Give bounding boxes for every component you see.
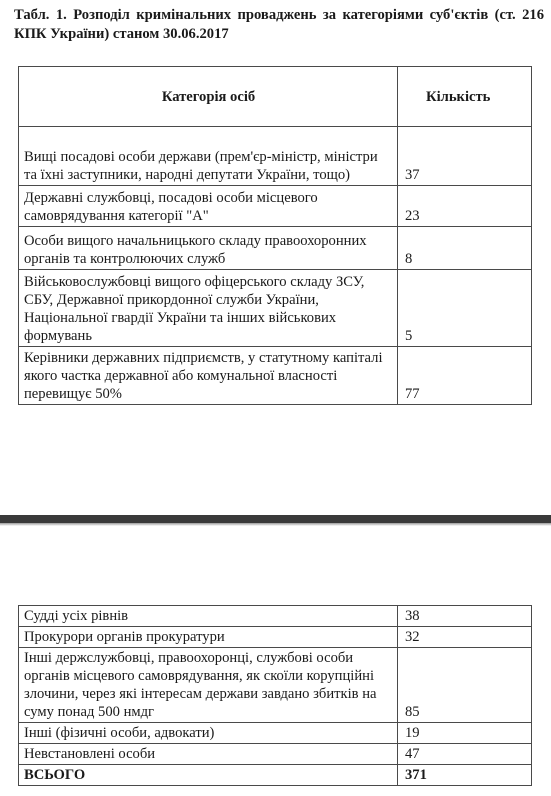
row-quantity: 23 bbox=[398, 186, 532, 227]
table-header-row bbox=[19, 67, 532, 127]
table-caption: Табл. 1. Розподіл кримінальних проваджень за категоріями суб'єктів (ст. 216 КПК України) станом 30.06.2017 bbox=[14, 7, 544, 42]
row-category: Керівники державних підприємств, у статутному капіталі якого частка державної або комунальної власності перевищує 50% bbox=[19, 347, 398, 405]
header-quantity: Кількість bbox=[398, 67, 532, 127]
table-row bbox=[19, 744, 532, 765]
categories-table-bottom bbox=[18, 605, 532, 786]
row-quantity: 47 bbox=[398, 744, 532, 765]
total-quantity: 371 bbox=[398, 765, 532, 786]
row-category: Особи вищого начальницького складу правоохоронних органів та контролюючих служб bbox=[19, 227, 398, 270]
row-category: Судді усіх рівнів bbox=[19, 606, 398, 627]
page-break-shadow bbox=[0, 523, 551, 526]
row-quantity: 8 bbox=[398, 227, 532, 270]
row-quantity: 77 bbox=[398, 347, 532, 405]
row-category: Військовослужбовці вищого офіцерського складу ЗСУ, СБУ, Державної прикордонної служби України, Національної гвардії України та інших військових формувань bbox=[19, 270, 398, 347]
row-category: Прокурори органів прокуратури bbox=[19, 627, 398, 648]
total-label: ВСЬОГО bbox=[19, 765, 398, 786]
header-category: Категорія осіб bbox=[19, 67, 398, 127]
table-row bbox=[19, 270, 532, 347]
table-total-row bbox=[19, 765, 532, 786]
row-category: Державні службовці, посадові особи місцевого самоврядування категорії "А" bbox=[19, 186, 398, 227]
row-quantity: 85 bbox=[398, 648, 532, 723]
categories-table-top bbox=[18, 66, 532, 405]
table-row bbox=[19, 723, 532, 744]
table-row bbox=[19, 227, 532, 270]
table-row bbox=[19, 648, 532, 723]
row-quantity: 32 bbox=[398, 627, 532, 648]
table-row bbox=[19, 186, 532, 227]
row-quantity: 38 bbox=[398, 606, 532, 627]
row-quantity: 37 bbox=[398, 127, 532, 186]
page-break-divider bbox=[0, 515, 551, 523]
table-row bbox=[19, 606, 532, 627]
table-row bbox=[19, 347, 532, 405]
row-category: Інші (фізичні особи, адвокати) bbox=[19, 723, 398, 744]
table-row bbox=[19, 627, 532, 648]
row-quantity: 19 bbox=[398, 723, 532, 744]
table-row bbox=[19, 127, 532, 186]
row-category: Інші держслужбовці, правоохоронці, службові особи органів місцевого самоврядування, як скоїли корупційні злочини, через які інтересам держави завдано збитків на суму понад 500 нмдг bbox=[19, 648, 398, 723]
row-quantity: 5 bbox=[398, 270, 532, 347]
row-category: Невстановлені особи bbox=[19, 744, 398, 765]
row-category: Вищі посадові особи держави (прем'єр-міністр, міністри та їхні заступники, народні депутати України, тощо) bbox=[19, 127, 398, 186]
